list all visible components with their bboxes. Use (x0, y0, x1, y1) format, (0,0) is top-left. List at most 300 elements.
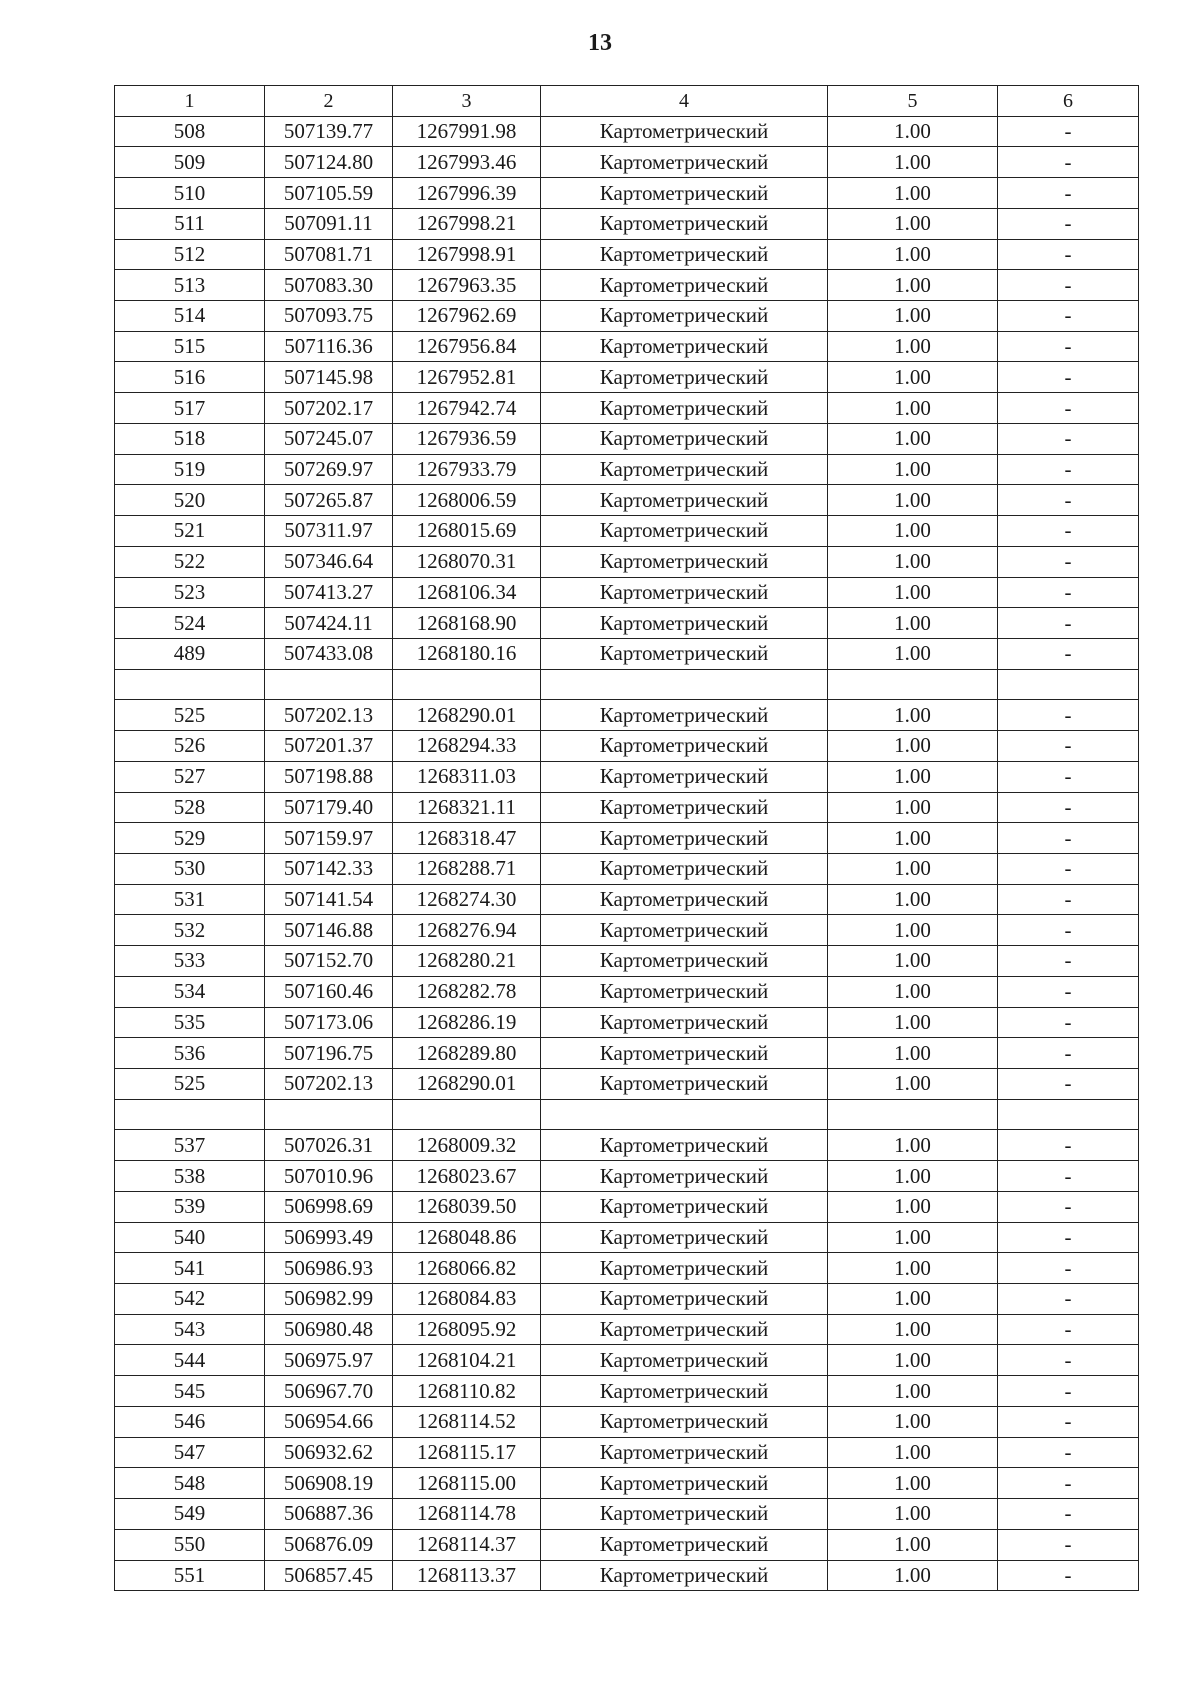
method-cell: Картометрический (541, 1222, 828, 1253)
x-coordinate-cell: 506932.62 (265, 1437, 393, 1468)
point-number-cell: 524 (115, 608, 265, 639)
description-cell (998, 669, 1139, 700)
table-row (115, 1406, 1139, 1437)
method-cell: Картометрический (541, 516, 828, 547)
method-cell: Картометрический (541, 1069, 828, 1100)
accuracy-cell: 1.00 (828, 208, 998, 239)
method-cell: Картометрический (541, 976, 828, 1007)
description-cell: - (998, 1314, 1139, 1345)
y-coordinate-cell (393, 1099, 541, 1130)
method-cell: Картометрический (541, 454, 828, 485)
table-row (115, 1284, 1139, 1315)
method-cell: Картометрический (541, 638, 828, 669)
x-coordinate-cell: 507202.13 (265, 700, 393, 731)
y-coordinate-cell: 1268318.47 (393, 823, 541, 854)
description-cell: - (998, 915, 1139, 946)
x-coordinate-cell: 507124.80 (265, 147, 393, 178)
y-coordinate-cell: 1268023.67 (393, 1161, 541, 1192)
table-row (115, 178, 1139, 209)
y-coordinate-cell: 1268113.37 (393, 1560, 541, 1591)
y-coordinate-cell: 1267956.84 (393, 331, 541, 362)
table-row (115, 116, 1139, 147)
x-coordinate-cell: 507146.88 (265, 915, 393, 946)
point-number-cell: 522 (115, 546, 265, 577)
description-cell: - (998, 1437, 1139, 1468)
table-row (115, 1560, 1139, 1591)
point-number-cell: 533 (115, 946, 265, 977)
description-cell: - (998, 1007, 1139, 1038)
x-coordinate-cell: 507010.96 (265, 1161, 393, 1192)
accuracy-cell: 1.00 (828, 946, 998, 977)
y-coordinate-cell: 1267962.69 (393, 301, 541, 332)
table-row (115, 393, 1139, 424)
point-number-cell: 518 (115, 423, 265, 454)
method-cell: Картометрический (541, 823, 828, 854)
point-number-cell: 551 (115, 1560, 265, 1591)
point-number-cell: 542 (115, 1284, 265, 1315)
method-cell: Картометрический (541, 147, 828, 178)
x-coordinate-cell: 507105.59 (265, 178, 393, 209)
x-coordinate-cell: 507196.75 (265, 1038, 393, 1069)
accuracy-cell: 1.00 (828, 1529, 998, 1560)
point-number-cell: 511 (115, 208, 265, 239)
table-row (115, 270, 1139, 301)
point-number-cell: 520 (115, 485, 265, 516)
method-cell: Картометрический (541, 331, 828, 362)
accuracy-cell: 1.00 (828, 1007, 998, 1038)
x-coordinate-cell: 507160.46 (265, 976, 393, 1007)
method-cell: Картометрический (541, 270, 828, 301)
y-coordinate-cell: 1267996.39 (393, 178, 541, 209)
y-coordinate-cell: 1267993.46 (393, 147, 541, 178)
table-row (115, 700, 1139, 731)
x-coordinate-cell: 507201.37 (265, 731, 393, 762)
point-number-cell: 541 (115, 1253, 265, 1284)
description-cell: - (998, 1253, 1139, 1284)
table-row (115, 1069, 1139, 1100)
y-coordinate-cell: 1267942.74 (393, 393, 541, 424)
description-cell: - (998, 853, 1139, 884)
accuracy-cell: 1.00 (828, 362, 998, 393)
point-number-cell: 525 (115, 1069, 265, 1100)
description-cell: - (998, 638, 1139, 669)
point-number-cell: 531 (115, 884, 265, 915)
header-cell-4: 4 (541, 86, 828, 117)
accuracy-cell: 1.00 (828, 577, 998, 608)
y-coordinate-cell: 1268006.59 (393, 485, 541, 516)
x-coordinate-cell: 507198.88 (265, 761, 393, 792)
point-number-cell: 538 (115, 1161, 265, 1192)
y-coordinate-cell: 1268104.21 (393, 1345, 541, 1376)
y-coordinate-cell: 1267998.91 (393, 239, 541, 270)
description-cell: - (998, 577, 1139, 608)
x-coordinate-cell: 506857.45 (265, 1560, 393, 1591)
x-coordinate-cell: 507179.40 (265, 792, 393, 823)
table-row (115, 731, 1139, 762)
description-cell: - (998, 1130, 1139, 1161)
description-cell: - (998, 1222, 1139, 1253)
x-coordinate-cell: 506876.09 (265, 1529, 393, 1560)
x-coordinate-cell: 506908.19 (265, 1468, 393, 1499)
point-number-cell: 517 (115, 393, 265, 424)
accuracy-cell: 1.00 (828, 1345, 998, 1376)
description-cell: - (998, 976, 1139, 1007)
method-cell: Картометрический (541, 546, 828, 577)
accuracy-cell: 1.00 (828, 1222, 998, 1253)
description-cell: - (998, 516, 1139, 547)
method-cell: Картометрический (541, 731, 828, 762)
table-row (115, 1529, 1139, 1560)
description-cell: - (998, 1529, 1139, 1560)
accuracy-cell: 1.00 (828, 1191, 998, 1222)
method-cell: Картометрический (541, 884, 828, 915)
point-number-cell: 547 (115, 1437, 265, 1468)
y-coordinate-cell: 1268015.69 (393, 516, 541, 547)
method-cell: Картометрический (541, 915, 828, 946)
x-coordinate-cell: 506980.48 (265, 1314, 393, 1345)
method-cell: Картометрический (541, 1560, 828, 1591)
accuracy-cell: 1.00 (828, 884, 998, 915)
accuracy-cell: 1.00 (828, 1499, 998, 1530)
point-number-cell: 549 (115, 1499, 265, 1530)
description-cell: - (998, 823, 1139, 854)
x-coordinate-cell: 507424.11 (265, 608, 393, 639)
x-coordinate-cell: 507083.30 (265, 270, 393, 301)
accuracy-cell: 1.00 (828, 608, 998, 639)
description-cell: - (998, 393, 1139, 424)
accuracy-cell: 1.00 (828, 853, 998, 884)
accuracy-cell (828, 1099, 998, 1130)
y-coordinate-cell: 1268115.17 (393, 1437, 541, 1468)
y-coordinate-cell: 1268168.90 (393, 608, 541, 639)
point-number-cell: 545 (115, 1376, 265, 1407)
y-coordinate-cell: 1268274.30 (393, 884, 541, 915)
description-cell: - (998, 761, 1139, 792)
y-coordinate-cell: 1268290.01 (393, 700, 541, 731)
x-coordinate-cell: 506887.36 (265, 1499, 393, 1530)
separator-row (115, 669, 1139, 700)
x-coordinate-cell: 506982.99 (265, 1284, 393, 1315)
x-coordinate-cell: 507141.54 (265, 884, 393, 915)
y-coordinate-cell (393, 669, 541, 700)
description-cell: - (998, 1406, 1139, 1437)
separator-row (115, 1099, 1139, 1130)
method-cell: Картометрический (541, 1437, 828, 1468)
y-coordinate-cell: 1268114.52 (393, 1406, 541, 1437)
point-number-cell: 519 (115, 454, 265, 485)
point-number-cell: 526 (115, 731, 265, 762)
method-cell: Картометрический (541, 761, 828, 792)
method-cell: Картометрический (541, 208, 828, 239)
y-coordinate-cell: 1268286.19 (393, 1007, 541, 1038)
table-row (115, 1038, 1139, 1069)
method-cell: Картометрический (541, 393, 828, 424)
y-coordinate-cell: 1268110.82 (393, 1376, 541, 1407)
point-number-cell (115, 1099, 265, 1130)
method-cell: Картометрический (541, 1191, 828, 1222)
table-row (115, 792, 1139, 823)
x-coordinate-cell: 507093.75 (265, 301, 393, 332)
table-row (115, 1007, 1139, 1038)
header-cell-2: 2 (265, 86, 393, 117)
accuracy-cell: 1.00 (828, 976, 998, 1007)
description-cell: - (998, 946, 1139, 977)
x-coordinate-cell: 507346.64 (265, 546, 393, 577)
accuracy-cell: 1.00 (828, 1314, 998, 1345)
accuracy-cell: 1.00 (828, 700, 998, 731)
method-cell: Картометрический (541, 1038, 828, 1069)
y-coordinate-cell: 1267952.81 (393, 362, 541, 393)
accuracy-cell: 1.00 (828, 1437, 998, 1468)
table-row (115, 1499, 1139, 1530)
y-coordinate-cell: 1267936.59 (393, 423, 541, 454)
method-cell: Картометрический (541, 946, 828, 977)
x-coordinate-cell: 507245.07 (265, 423, 393, 454)
table-row (115, 516, 1139, 547)
y-coordinate-cell: 1268276.94 (393, 915, 541, 946)
accuracy-cell: 1.00 (828, 1130, 998, 1161)
x-coordinate-cell (265, 1099, 393, 1130)
description-cell: - (998, 1376, 1139, 1407)
accuracy-cell: 1.00 (828, 1069, 998, 1100)
description-cell: - (998, 208, 1139, 239)
point-number-cell: 527 (115, 761, 265, 792)
point-number-cell: 534 (115, 976, 265, 1007)
method-cell: Картометрический (541, 1406, 828, 1437)
accuracy-cell: 1.00 (828, 915, 998, 946)
x-coordinate-cell: 507433.08 (265, 638, 393, 669)
x-coordinate-cell: 507026.31 (265, 1130, 393, 1161)
table-row (115, 147, 1139, 178)
table-row (115, 1468, 1139, 1499)
accuracy-cell: 1.00 (828, 1406, 998, 1437)
page-number: 13 (588, 30, 612, 56)
description-cell (998, 1099, 1139, 1130)
method-cell: Картометрический (541, 853, 828, 884)
y-coordinate-cell: 1268311.03 (393, 761, 541, 792)
table-row (115, 915, 1139, 946)
table-row (115, 423, 1139, 454)
y-coordinate-cell: 1268114.37 (393, 1529, 541, 1560)
x-coordinate-cell: 507173.06 (265, 1007, 393, 1038)
description-cell: - (998, 362, 1139, 393)
y-coordinate-cell: 1268290.01 (393, 1069, 541, 1100)
method-cell: Картометрический (541, 792, 828, 823)
header-cell-5: 5 (828, 86, 998, 117)
point-number-cell (115, 669, 265, 700)
header-cell-3: 3 (393, 86, 541, 117)
y-coordinate-cell: 1268282.78 (393, 976, 541, 1007)
method-cell (541, 669, 828, 700)
description-cell: - (998, 1284, 1139, 1315)
accuracy-cell: 1.00 (828, 1468, 998, 1499)
y-coordinate-cell: 1268114.78 (393, 1499, 541, 1530)
table-row (115, 577, 1139, 608)
point-number-cell: 543 (115, 1314, 265, 1345)
table-row (115, 884, 1139, 915)
y-coordinate-cell: 1268294.33 (393, 731, 541, 762)
accuracy-cell: 1.00 (828, 638, 998, 669)
table-row (115, 362, 1139, 393)
method-cell: Картометрический (541, 178, 828, 209)
y-coordinate-cell: 1268095.92 (393, 1314, 541, 1345)
point-number-cell: 544 (115, 1345, 265, 1376)
description-cell: - (998, 116, 1139, 147)
method-cell: Картометрический (541, 301, 828, 332)
accuracy-cell: 1.00 (828, 1376, 998, 1407)
x-coordinate-cell: 507152.70 (265, 946, 393, 977)
description-cell: - (998, 1468, 1139, 1499)
table-row (115, 1345, 1139, 1376)
y-coordinate-cell: 1268280.21 (393, 946, 541, 977)
method-cell: Картометрический (541, 1130, 828, 1161)
accuracy-cell (828, 669, 998, 700)
description-cell: - (998, 331, 1139, 362)
accuracy-cell: 1.00 (828, 1560, 998, 1591)
method-cell: Картометрический (541, 1314, 828, 1345)
point-number-cell: 528 (115, 792, 265, 823)
point-number-cell: 489 (115, 638, 265, 669)
description-cell: - (998, 1499, 1139, 1530)
accuracy-cell: 1.00 (828, 1161, 998, 1192)
table-row (115, 823, 1139, 854)
description-cell: - (998, 1161, 1139, 1192)
x-coordinate-cell: 507202.17 (265, 393, 393, 424)
x-coordinate-cell: 506967.70 (265, 1376, 393, 1407)
point-number-cell: 515 (115, 331, 265, 362)
x-coordinate-cell: 506975.97 (265, 1345, 393, 1376)
y-coordinate-cell: 1268084.83 (393, 1284, 541, 1315)
method-cell: Картометрический (541, 239, 828, 270)
accuracy-cell: 1.00 (828, 270, 998, 301)
method-cell: Картометрический (541, 423, 828, 454)
description-cell: - (998, 1069, 1139, 1100)
method-cell: Картометрический (541, 485, 828, 516)
table-row (115, 208, 1139, 239)
y-coordinate-cell: 1268009.32 (393, 1130, 541, 1161)
method-cell: Картометрический (541, 1161, 828, 1192)
header-cell-6: 6 (998, 86, 1139, 117)
x-coordinate-cell: 507142.33 (265, 853, 393, 884)
table-row (115, 331, 1139, 362)
point-number-cell: 532 (115, 915, 265, 946)
point-number-cell: 550 (115, 1529, 265, 1560)
x-coordinate-cell: 507081.71 (265, 239, 393, 270)
table-row (115, 239, 1139, 270)
description-cell: - (998, 1038, 1139, 1069)
x-coordinate-cell: 506954.66 (265, 1406, 393, 1437)
table-row (115, 976, 1139, 1007)
description-cell: - (998, 147, 1139, 178)
accuracy-cell: 1.00 (828, 485, 998, 516)
x-coordinate-cell: 507265.87 (265, 485, 393, 516)
coordinates-table (114, 85, 1139, 1591)
accuracy-cell: 1.00 (828, 823, 998, 854)
description-cell: - (998, 792, 1139, 823)
table-row (115, 1191, 1139, 1222)
point-number-cell: 546 (115, 1406, 265, 1437)
y-coordinate-cell: 1267991.98 (393, 116, 541, 147)
point-number-cell: 529 (115, 823, 265, 854)
point-number-cell: 510 (115, 178, 265, 209)
description-cell: - (998, 1560, 1139, 1591)
x-coordinate-cell: 507091.11 (265, 208, 393, 239)
description-cell: - (998, 301, 1139, 332)
y-coordinate-cell: 1268070.31 (393, 546, 541, 577)
y-coordinate-cell: 1268066.82 (393, 1253, 541, 1284)
table-row (115, 1253, 1139, 1284)
y-coordinate-cell: 1268106.34 (393, 577, 541, 608)
method-cell: Картометрический (541, 700, 828, 731)
description-cell: - (998, 700, 1139, 731)
method-cell: Картометрический (541, 1253, 828, 1284)
description-cell: - (998, 423, 1139, 454)
point-number-cell: 514 (115, 301, 265, 332)
method-cell (541, 1099, 828, 1130)
description-cell: - (998, 546, 1139, 577)
table-row (115, 946, 1139, 977)
description-cell: - (998, 1191, 1139, 1222)
point-number-cell: 508 (115, 116, 265, 147)
x-coordinate-cell: 507311.97 (265, 516, 393, 547)
table-row (115, 608, 1139, 639)
point-number-cell: 525 (115, 700, 265, 731)
y-coordinate-cell: 1267998.21 (393, 208, 541, 239)
method-cell: Картометрический (541, 1529, 828, 1560)
method-cell: Картометрический (541, 1468, 828, 1499)
table-row (115, 546, 1139, 577)
x-coordinate-cell: 506993.49 (265, 1222, 393, 1253)
point-number-cell: 536 (115, 1038, 265, 1069)
x-coordinate-cell: 507145.98 (265, 362, 393, 393)
point-number-cell: 523 (115, 577, 265, 608)
table-row (115, 638, 1139, 669)
point-number-cell: 539 (115, 1191, 265, 1222)
method-cell: Картометрический (541, 1376, 828, 1407)
description-cell: - (998, 731, 1139, 762)
table-row (115, 485, 1139, 516)
method-cell: Картометрический (541, 1499, 828, 1530)
point-number-cell: 512 (115, 239, 265, 270)
point-number-cell: 537 (115, 1130, 265, 1161)
x-coordinate-cell: 507413.27 (265, 577, 393, 608)
y-coordinate-cell: 1268048.86 (393, 1222, 541, 1253)
y-coordinate-cell: 1268039.50 (393, 1191, 541, 1222)
table-row (115, 1161, 1139, 1192)
description-cell: - (998, 1345, 1139, 1376)
table-row (115, 1222, 1139, 1253)
description-cell: - (998, 270, 1139, 301)
description-cell: - (998, 454, 1139, 485)
y-coordinate-cell: 1267933.79 (393, 454, 541, 485)
method-cell: Картометрический (541, 116, 828, 147)
method-cell: Картометрический (541, 1345, 828, 1376)
accuracy-cell: 1.00 (828, 331, 998, 362)
accuracy-cell: 1.00 (828, 1284, 998, 1315)
point-number-cell: 530 (115, 853, 265, 884)
method-cell: Картометрический (541, 1284, 828, 1315)
point-number-cell: 516 (115, 362, 265, 393)
method-cell: Картометрический (541, 608, 828, 639)
method-cell: Картометрический (541, 1007, 828, 1038)
x-coordinate-cell: 506986.93 (265, 1253, 393, 1284)
header-row (115, 86, 1139, 117)
x-coordinate-cell: 507159.97 (265, 823, 393, 854)
accuracy-cell: 1.00 (828, 393, 998, 424)
point-number-cell: 548 (115, 1468, 265, 1499)
header-cell-1: 1 (115, 86, 265, 117)
method-cell: Картометрический (541, 362, 828, 393)
